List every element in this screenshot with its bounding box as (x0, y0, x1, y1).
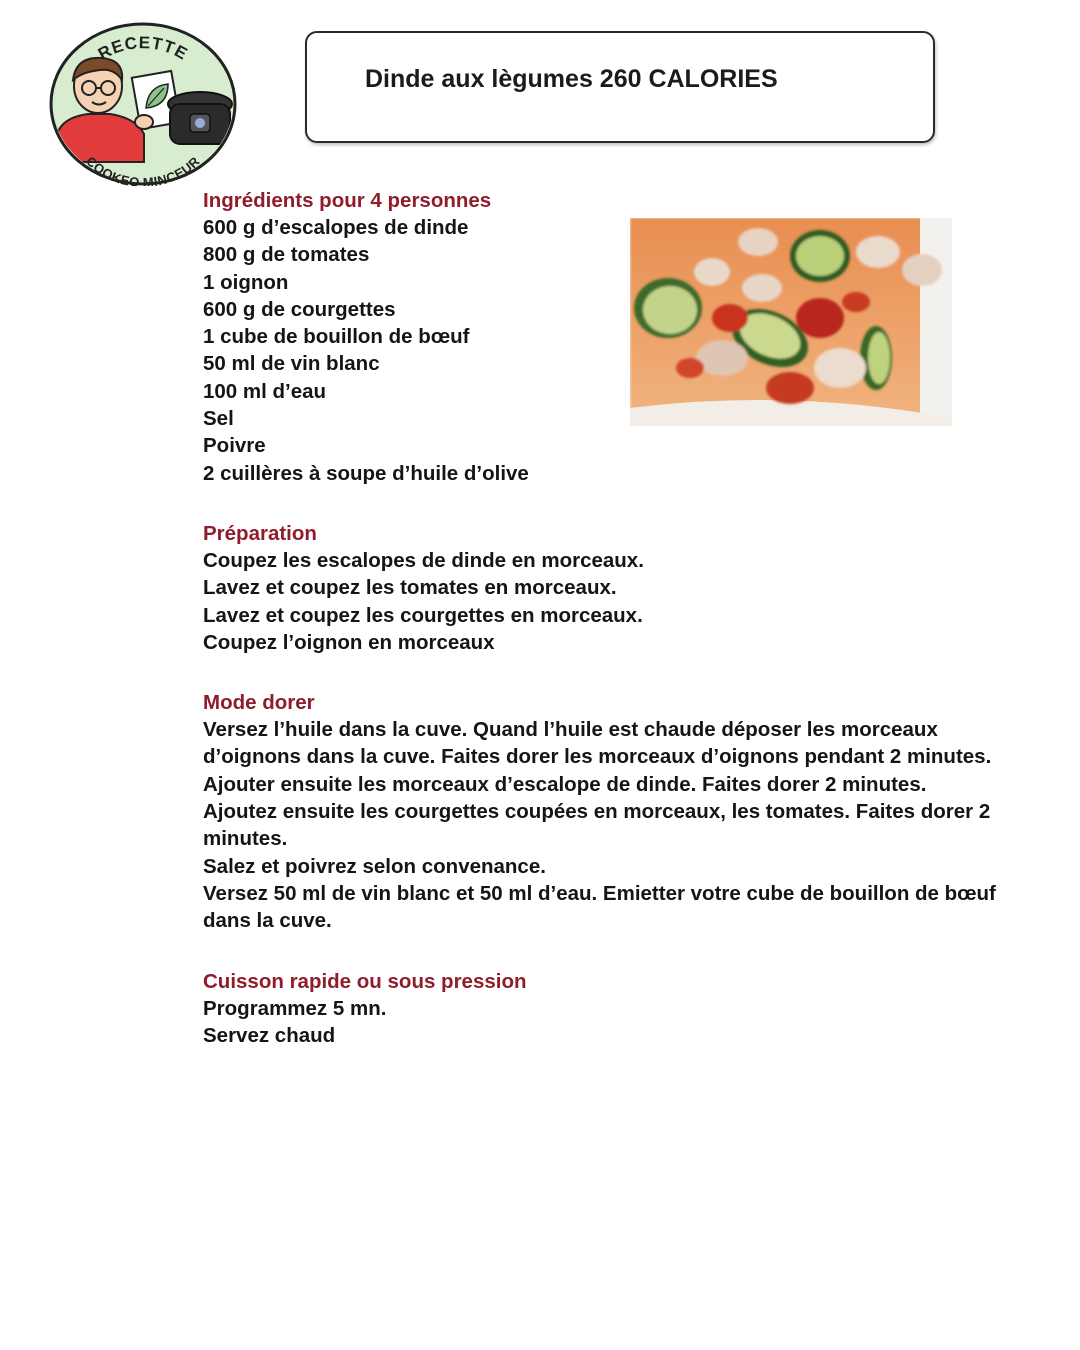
recette-cookeo-minceur-logo (48, 22, 238, 186)
ingredient-item: 50 ml de vin blanc (203, 352, 380, 376)
page-title: Dinde aux lègumes 260 CALORIES (365, 65, 778, 93)
mode-dorer-step: Ajoutez ensuite les courgettes coupées en morceaux, les tomates. Faites dorer 2 minutes. (203, 800, 991, 851)
preparation-step: Lavez et coupez les tomates en morceaux. (203, 576, 617, 600)
mode-dorer-step: Versez l’huile dans la cuve. Quand l’huile est chaude déposer les morceaux d’oignons dans la cuve. Faites dorer les morceaux d’oignons pendant 2 minutes. (203, 718, 992, 769)
mode-dorer-step: Ajouter ensuite les morceaux d’escalope de dinde. Faites dorer 2 minutes. (203, 772, 927, 796)
ingredient-item: 2 cuillères à soupe d’huile d’olive (203, 461, 529, 485)
cuisson-step: Servez chaud (203, 1023, 336, 1047)
mode-dorer-step: Versez 50 ml de vin blanc et 50 ml d’eau. Emietter votre cube de bouillon de bœuf dans la cuve. (203, 881, 996, 933)
pressure-cooker-icon (168, 92, 232, 144)
title-box (305, 31, 935, 143)
ingredient-item: 1 cube de bouillon de bœuf (203, 325, 470, 349)
mode-dorer-heading: Mode dorer (203, 691, 315, 715)
ingredient-item: 800 g de tomates (203, 243, 370, 267)
logo-top-text: RECETTE (94, 33, 192, 64)
recipe-content (203, 187, 1013, 1082)
cuisson-step: Programmez 5 mn. (203, 996, 387, 1020)
preparation-step: Coupez les escalopes de dinde en morceaux. (203, 548, 644, 572)
preparation-step: Lavez et coupez les courgettes en morceaux. (203, 603, 643, 627)
preparation-section (203, 520, 1013, 656)
ingredients-heading: Ingrédients pour 4 personnes (203, 189, 492, 212)
ingredient-item: 600 g de courgettes (203, 297, 396, 321)
logo-bottom-text: COOKEO MINCEUR (83, 153, 203, 186)
ingredient-item: 600 g d’escalopes de dinde (203, 216, 469, 239)
ingredient-item: Poivre (203, 434, 266, 458)
ingredient-item: Sel (203, 407, 234, 431)
ingredients-section (203, 187, 1013, 487)
cuisson-heading: Cuisson rapide ou sous pression (203, 969, 527, 993)
preparation-heading: Préparation (203, 521, 317, 545)
ingredients-list (203, 214, 1013, 487)
ingredient-item: 100 ml d’eau (203, 379, 327, 403)
cuisson-section (203, 968, 1013, 1050)
preparation-step: Coupez l’oignon en morceaux (203, 630, 495, 654)
mode-dorer-section (203, 689, 1013, 934)
mode-dorer-step: Salez et poivrez selon convenance. (203, 854, 546, 878)
ingredient-item: 1 oignon (203, 270, 289, 294)
